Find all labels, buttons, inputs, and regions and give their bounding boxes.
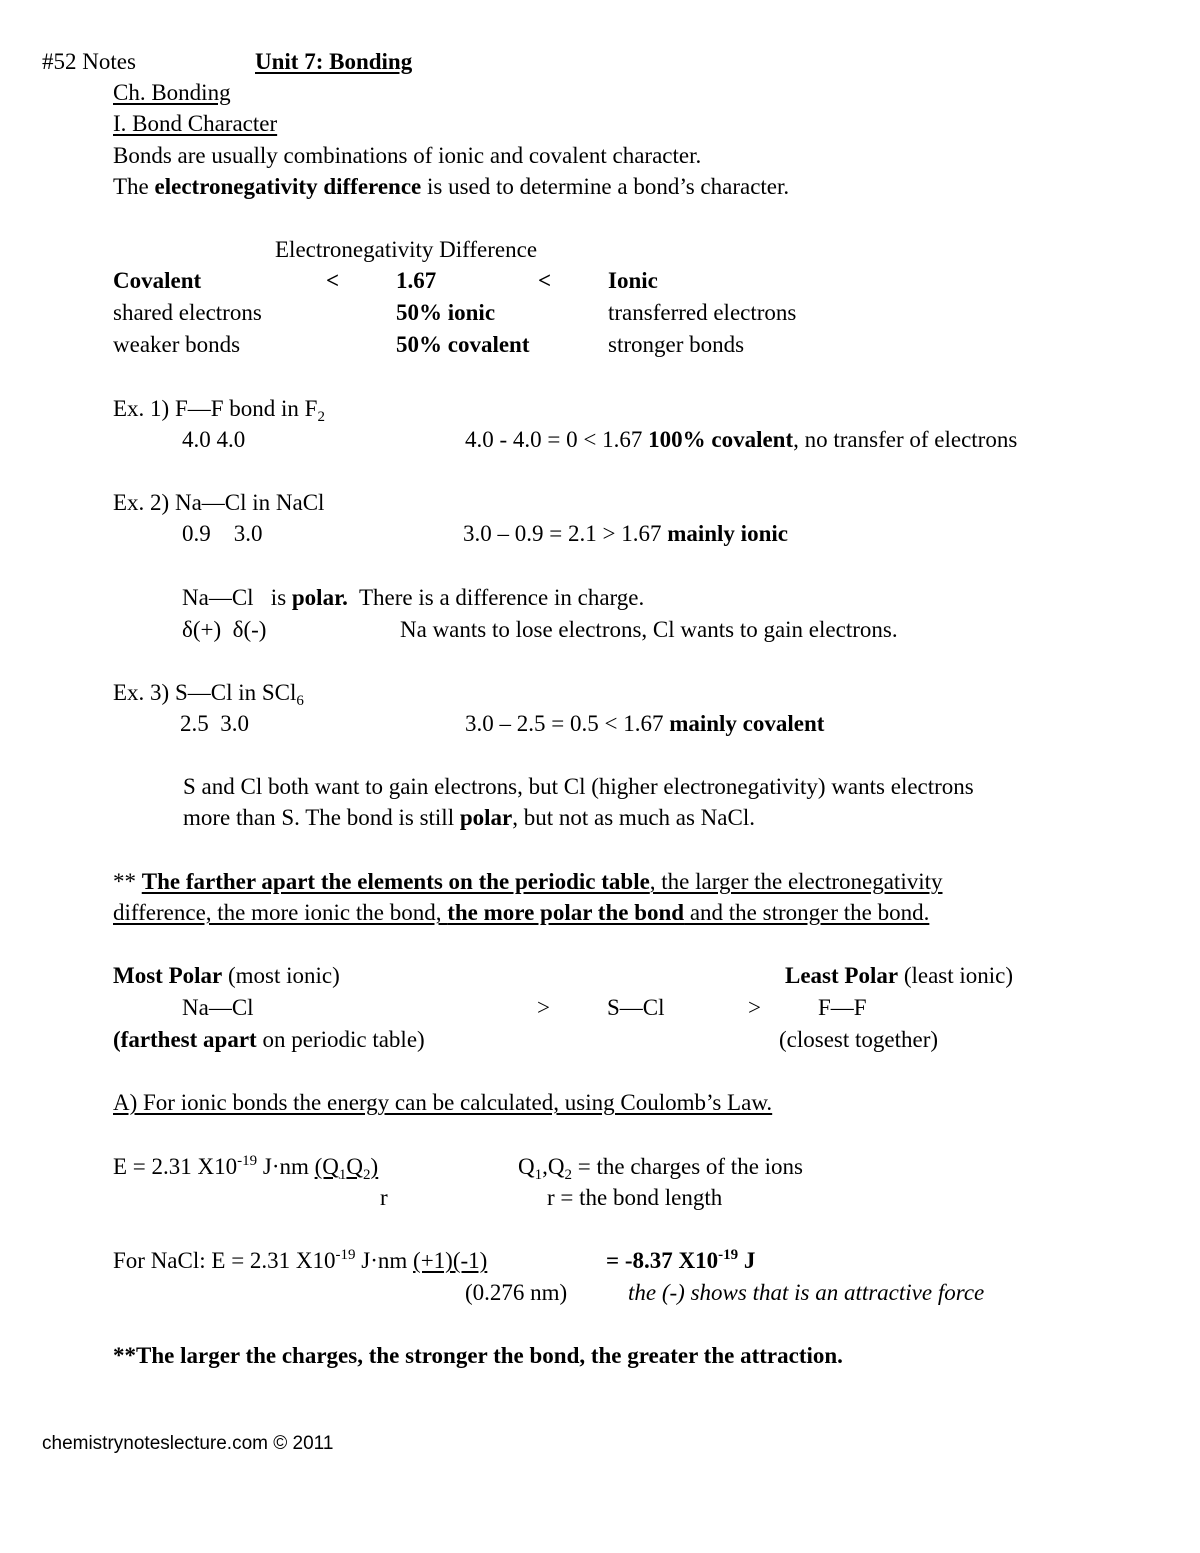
ionic-desc-2: stronger bonds: [608, 332, 745, 357]
electron-explanation: Na wants to lose electrons, Cl wants to gain electrons.: [400, 617, 898, 642]
bond-ff: F—F: [818, 995, 867, 1020]
nacl-result: = -8.37 $X10^{-19}$ J: [606, 1247, 756, 1273]
partial-charges: δ(+) δ(-): [182, 617, 267, 642]
nacl-denominator: (0.276 nm): [465, 1280, 568, 1305]
example-2-values: 0.9 3.0: [182, 521, 263, 546]
unit-title: Unit 7: Bonding: [255, 49, 413, 74]
example-3-values: 2.5 3.0: [180, 711, 249, 736]
coulomb-heading: A) For ionic bonds the energy can be calculated, using Coulomb’s Law.: [113, 1090, 773, 1115]
intro-line-2: The electronegativity difference is used to determine a bond’s character.: [113, 174, 790, 199]
nacl-numerator: (+1)(-1): [413, 1248, 488, 1273]
example-1-title: Ex. 1) F—F bond in $F_2$: [113, 396, 325, 425]
length-definition: r = the bond length: [547, 1185, 723, 1210]
bond-scl: S—Cl: [607, 995, 665, 1020]
chapter-heading: Ch. Bonding: [113, 80, 231, 105]
mid-desc-1: 50% ionic: [396, 300, 496, 325]
key-term: electronegativity difference: [154, 174, 422, 199]
covalent-desc-1: shared electrons: [113, 300, 262, 325]
equation-numerator: $(Q_1Q_2)$: [314, 1154, 379, 1183]
closest-note: (closest together): [779, 1027, 939, 1052]
footer-credit: chemistrynoteslecture.com © 2011: [42, 1433, 334, 1454]
note-label: #52 Notes: [42, 49, 136, 74]
example-3-calc: 3.0 – 2.5 = 0.5 < 1.67 mainly covalent: [465, 711, 825, 736]
attractive-force-note: the (-) shows that is an attractive force: [628, 1280, 985, 1305]
conclusion: **The larger the charges, the stronger the bond, the greater the attraction.: [113, 1343, 843, 1368]
ionic-desc-1: transferred electrons: [608, 300, 797, 325]
most-polar-label: Most Polar (most ionic): [113, 963, 340, 988]
example-3-para-2: more than S. The bond is still polar, but not as much as NaCl.: [183, 805, 755, 830]
example-1-calc: 4.0 - 4.0 = 0 < 1.67 100% covalent, no transfer of electrons: [465, 427, 1018, 452]
equation-denominator: r: [380, 1185, 388, 1210]
less-than-2: <: [538, 268, 552, 293]
intro-line-1: Bonds are usually combinations of ionic and covalent character.: [113, 143, 702, 168]
example-3-para-1: S and Cl both want to gain electrons, but Cl (higher electronegativity) wants electrons: [183, 774, 974, 799]
least-polar-label: Least Polar (least ionic): [785, 963, 1014, 988]
threshold-value: 1.67: [396, 268, 437, 293]
covalent-desc-2: weaker bonds: [113, 332, 241, 357]
bond-nacl: Na—Cl: [182, 995, 254, 1020]
covalent-heading: Covalent: [113, 268, 202, 293]
rule-line-1: ** The farther apart the elements on the periodic table, the larger the electronegativity: [113, 869, 943, 894]
rule-line-2: difference, the more ionic the bond, the more polar the bond and the stronger the bond.: [113, 900, 930, 925]
greater-than-2: >: [748, 995, 761, 1020]
example-3-title: Ex. 3) S—Cl in SCl$_6$: [113, 680, 304, 709]
less-than-1: <: [326, 268, 340, 293]
coulomb-equation: E = 2.31 $X10^{-19}$ J·nm $(Q_1Q_2)$: [113, 1153, 379, 1183]
mid-desc-2: 50% covalent: [396, 332, 530, 357]
farthest-note: (farthest apart on periodic table): [113, 1027, 425, 1052]
example-2-calc: 3.0 – 0.9 = 2.1 > 1.67 mainly ionic: [463, 521, 788, 546]
greater-than-1: >: [537, 995, 550, 1020]
polar-statement: Na—Cl is polar. There is a difference in charge.: [182, 585, 645, 610]
example-1-values: 4.0 4.0: [182, 427, 246, 452]
example-2-title: Ex. 2) Na—Cl in NaCl: [113, 490, 325, 515]
ionic-heading: Ionic: [608, 268, 658, 293]
section-heading: I. Bond Character: [113, 111, 278, 136]
charges-definition: $Q_1,Q_2$ = the charges of the ions: [518, 1154, 803, 1183]
en-table-title: Electronegativity Difference: [275, 237, 538, 262]
nacl-equation: For NaCl: E = 2.31 $X10^{-19}$ J·nm (+1)(-1): [113, 1247, 488, 1273]
